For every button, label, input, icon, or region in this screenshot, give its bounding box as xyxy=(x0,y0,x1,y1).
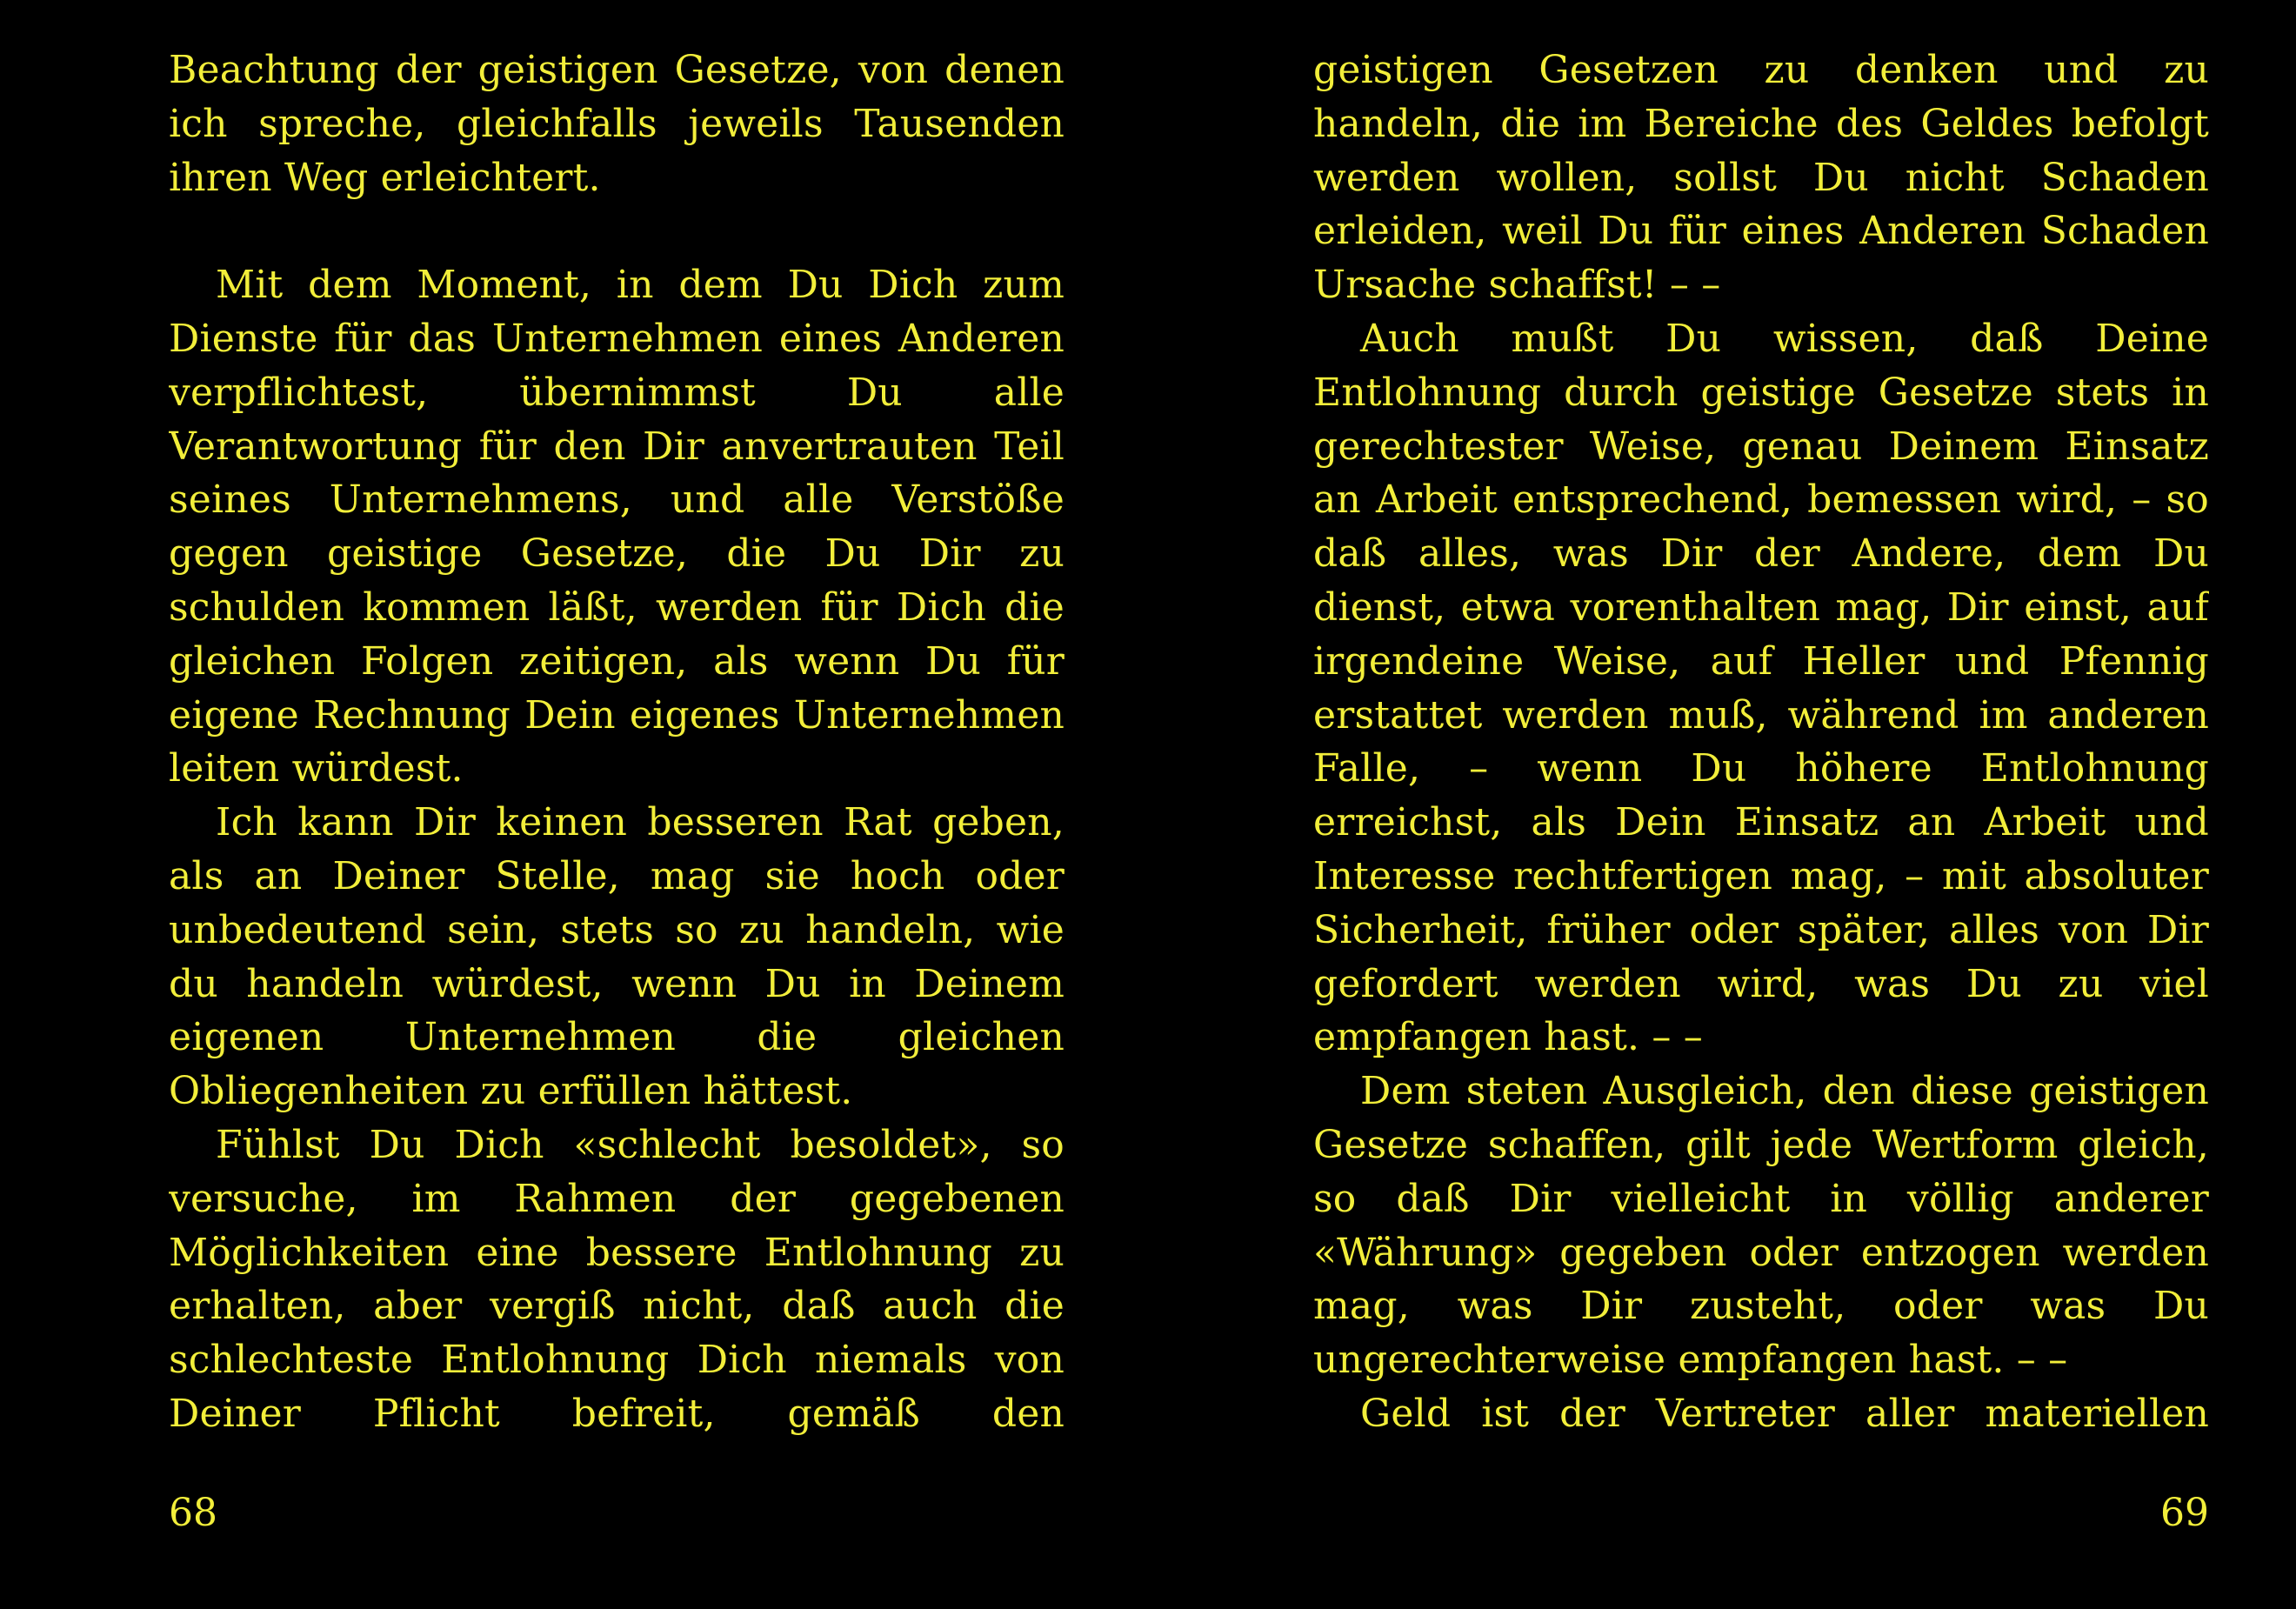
page-number: 68 xyxy=(169,1491,217,1535)
paragraph: geistigen Gesetzen zu denken und zu handeln, die im Bereiche des Geldes befolgt werden wollen, sollst Du nicht Schaden erleiden, weil Du für eines Anderen Schaden Ursache schaffst! – – xyxy=(1313,48,2209,308)
paragraph: Geld ist der Vertreter aller materiellen xyxy=(1360,1391,2209,1435)
right-page-text xyxy=(1313,43,2209,1435)
left-page-text xyxy=(169,43,1065,1435)
right-page xyxy=(1313,43,2209,1535)
left-page xyxy=(169,43,1065,1535)
paragraph: Beachtung der geistigen Gesetze, von denen ich spreche, gleichfalls jeweils Tausenden ihren Weg erleichtert. xyxy=(169,48,1065,200)
page-number: 69 xyxy=(2160,1491,2209,1535)
paragraph: Ich kann Dir keinen besseren Rat geben, als an Deiner Stelle, mag sie hoch oder unbedeutend sein, stets so zu handeln, wie du handeln würdest, wenn Du in Deinem eigenen Unternehmen die gleichen Obliegenheiten zu erfüllen hättest. xyxy=(169,800,1065,1114)
paragraph: Auch mußt Du wissen, daß Deine Entlohnung durch geistige Gesetze stets in gerechtester Weise, genau Deinem Einsatz an Arbeit entsprechend, bemessen wird, – so daß alles, was Dir der Andere, dem Du dienst, etwa vorenthalten mag, Dir einst, auf irgendeine Weise, auf Heller und Pfennig erstattet werden muß, während im anderen Falle, – wenn Du höhere Entlohnung erreichst, als Dein Einsatz an Arbeit und Interesse rechtfertigen mag, – mit absoluter Sicherheit, früher oder später, alles von Dir gefordert werden wird, was Du zu viel empfangen hast. – – xyxy=(1313,316,2209,1060)
paragraph: Dem steten Ausgleich, den diese geistigen Gesetze schaffen, gilt jede Wertform gleich, so daß Dir vielleicht in völlig anderer «Währung» gegeben oder entzogen werden mag, was Dir zusteht, oder was Du ungerechterweise empfangen hast. – – xyxy=(1313,1069,2209,1383)
paragraph: Fühlst Du Dich «schlecht besoldet», so versuche, im Rahmen der gegebenen Möglichkeiten eine bessere Entlohnung zu erhalten, aber vergiß nicht, daß auch die schlechteste Entlohnung Dich niemals von Deiner Pflicht befreit, gemäß den xyxy=(169,1122,1065,1435)
paragraph: Mit dem Moment, in dem Du Dich zum Dienste für das Unternehmen eines Anderen verpflichtest, übernimmst Du alle Verantwortung für den Dir anvertrauten Teil seines Unternehmens, und alle Verstöße gegen geistige Gesetze, die Du Dir zu schulden kommen läßt, werden für Dich die gleichen Folgen zeitigen, als wenn Du für eigene Rechnung Dein eigenes Unternehmen leiten würdest. xyxy=(169,263,1065,791)
